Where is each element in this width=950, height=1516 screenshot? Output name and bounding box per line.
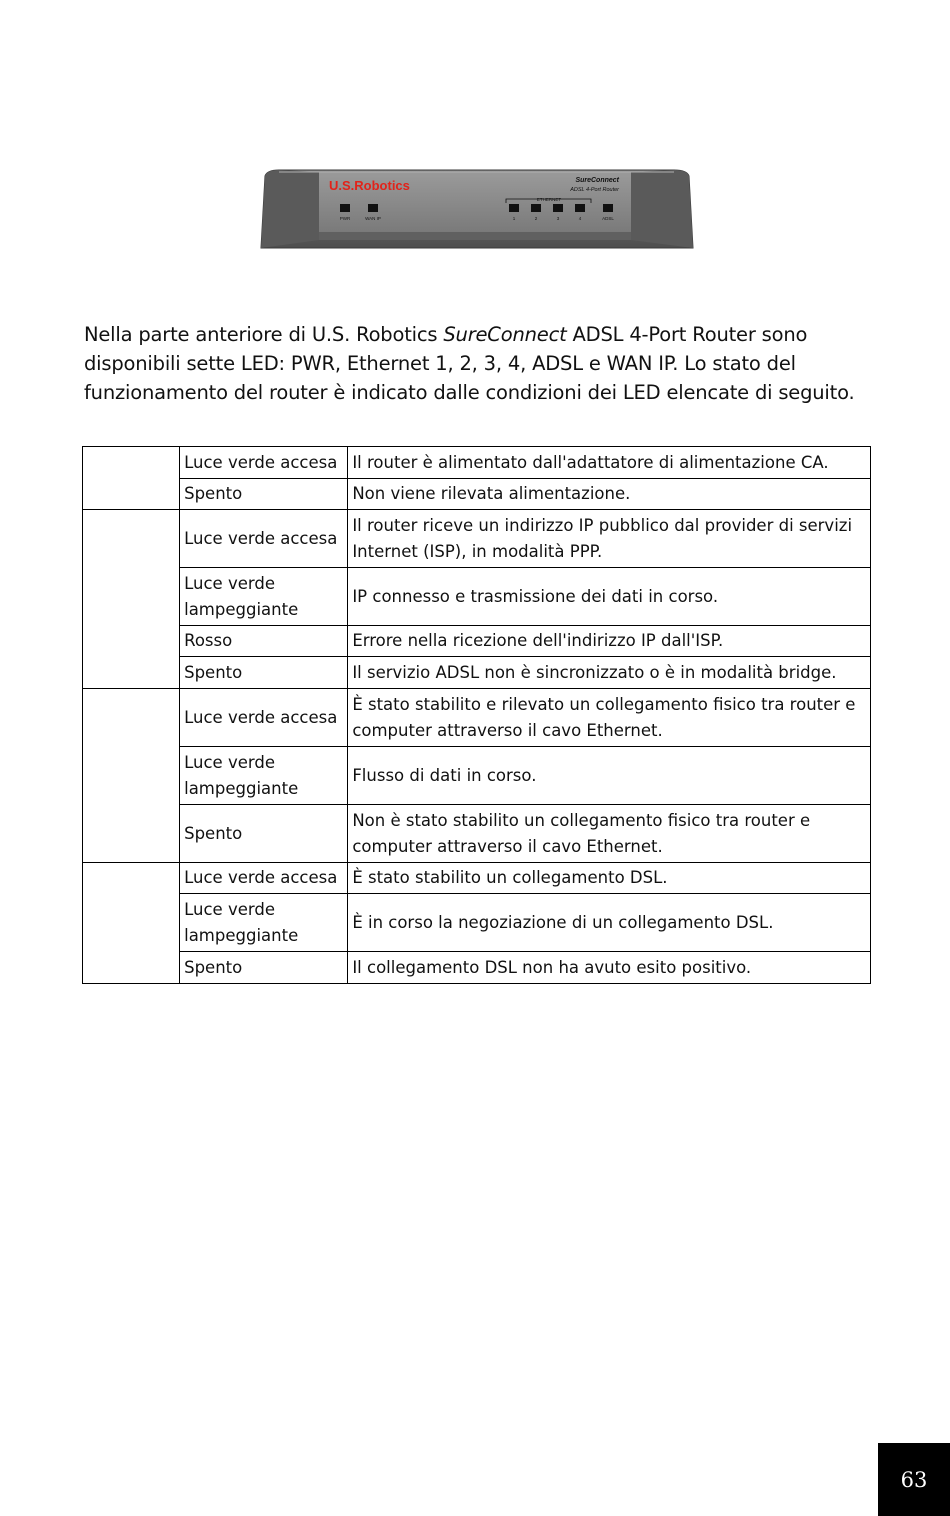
led-state-cell: Luce verde lampeggiante bbox=[180, 747, 348, 805]
led-state-cell: Luce verde accesa bbox=[180, 510, 348, 568]
table-row bbox=[83, 863, 871, 894]
product-name-label: ADSL 4-Port Router bbox=[570, 187, 619, 193]
table-row bbox=[83, 689, 871, 747]
led-group-cell bbox=[83, 689, 180, 863]
led-label: ADSL bbox=[602, 216, 614, 221]
led-indicator bbox=[553, 204, 563, 212]
led-description-cell: Il servizio ADSL non è sincronizzato o è in modalità bridge. bbox=[348, 657, 871, 689]
page-number: 63 bbox=[878, 1443, 950, 1516]
led-label: 1 bbox=[512, 216, 516, 221]
led-indicator bbox=[340, 204, 350, 212]
intro-text-2: ADSL 4-Port Router sono disponibili sette LED: PWR, Ethernet 1, 2, 3, 4, ADSL e WAN IP. Lo stato del funzionamento del router è indicato dalle condizioni dei LED elencate di seguito. bbox=[84, 323, 855, 404]
intro-product-italic: SureConnect bbox=[443, 323, 567, 346]
led-group-cell bbox=[83, 863, 180, 984]
led-state-cell: Luce verde accesa bbox=[180, 689, 348, 747]
led-state-cell: Rosso bbox=[180, 626, 348, 657]
led-description-cell: Il router riceve un indirizzo IP pubblico dal provider di servizi Internet (ISP), in modalità PPP. bbox=[348, 510, 871, 568]
led-state-cell: Spento bbox=[180, 657, 348, 689]
led-description-cell: È stato stabilito e rilevato un collegamento fisico tra router e computer attraverso il cavo Ethernet. bbox=[348, 689, 871, 747]
led-description-cell: È in corso la negoziazione di un collegamento DSL. bbox=[348, 894, 871, 952]
led-indicator bbox=[368, 204, 378, 212]
led-label: 2 bbox=[534, 216, 538, 221]
table-row bbox=[83, 510, 871, 568]
led-label: WAN IP bbox=[365, 216, 381, 221]
led-indicator bbox=[575, 204, 585, 212]
led-indicator bbox=[531, 204, 541, 212]
table-row bbox=[83, 894, 871, 952]
table-row bbox=[83, 747, 871, 805]
router-front-panel-image bbox=[259, 168, 694, 252]
led-state-cell: Luce verde accesa bbox=[180, 863, 348, 894]
led-description-cell: IP connesso e trasmissione dei dati in corso. bbox=[348, 568, 871, 626]
led-description-cell: Non viene rilevata alimentazione. bbox=[348, 479, 871, 510]
led-label: 3 bbox=[556, 216, 560, 221]
table-row bbox=[83, 952, 871, 984]
led-state-cell: Spento bbox=[180, 952, 348, 984]
led-status-table bbox=[82, 446, 871, 984]
led-description-cell: Flusso di dati in corso. bbox=[348, 747, 871, 805]
led-status-table-body bbox=[83, 447, 871, 984]
led-state-cell: Luce verde lampeggiante bbox=[180, 894, 348, 952]
led-description-cell: Il collegamento DSL non ha avuto esito positivo. bbox=[348, 952, 871, 984]
led-description-cell: Errore nella ricezione dell'indirizzo IP dall'ISP. bbox=[348, 626, 871, 657]
product-line-logo: SureConnect bbox=[575, 177, 619, 184]
led-label: PWR bbox=[339, 216, 351, 221]
led-state-cell: Luce verde accesa bbox=[180, 447, 348, 479]
led-indicator bbox=[509, 204, 519, 212]
led-label: 4 bbox=[578, 216, 582, 221]
table-row bbox=[83, 447, 871, 479]
table-row bbox=[83, 805, 871, 863]
led-description-cell: È stato stabilito un collegamento DSL. bbox=[348, 863, 871, 894]
led-description-cell: Il router è alimentato dall'adattatore di alimentazione CA. bbox=[348, 447, 871, 479]
intro-text-1: Nella parte anteriore di U.S. Robotics bbox=[84, 323, 444, 346]
led-state-cell: Spento bbox=[180, 805, 348, 863]
intro-paragraph bbox=[84, 320, 884, 407]
led-group-cell bbox=[83, 510, 180, 689]
table-row bbox=[83, 568, 871, 626]
table-row bbox=[83, 626, 871, 657]
led-indicator bbox=[603, 204, 613, 212]
brand-logo: U.S.Robotics bbox=[329, 178, 410, 193]
led-group-cell bbox=[83, 447, 180, 510]
table-row bbox=[83, 479, 871, 510]
ethernet-group-label: ETHERNET bbox=[536, 197, 562, 202]
led-state-cell: Luce verde lampeggiante bbox=[180, 568, 348, 626]
led-description-cell: Non è stato stabilito un collegamento fisico tra router e computer attraverso il cavo Ethernet. bbox=[348, 805, 871, 863]
table-row bbox=[83, 657, 871, 689]
led-state-cell: Spento bbox=[180, 479, 348, 510]
